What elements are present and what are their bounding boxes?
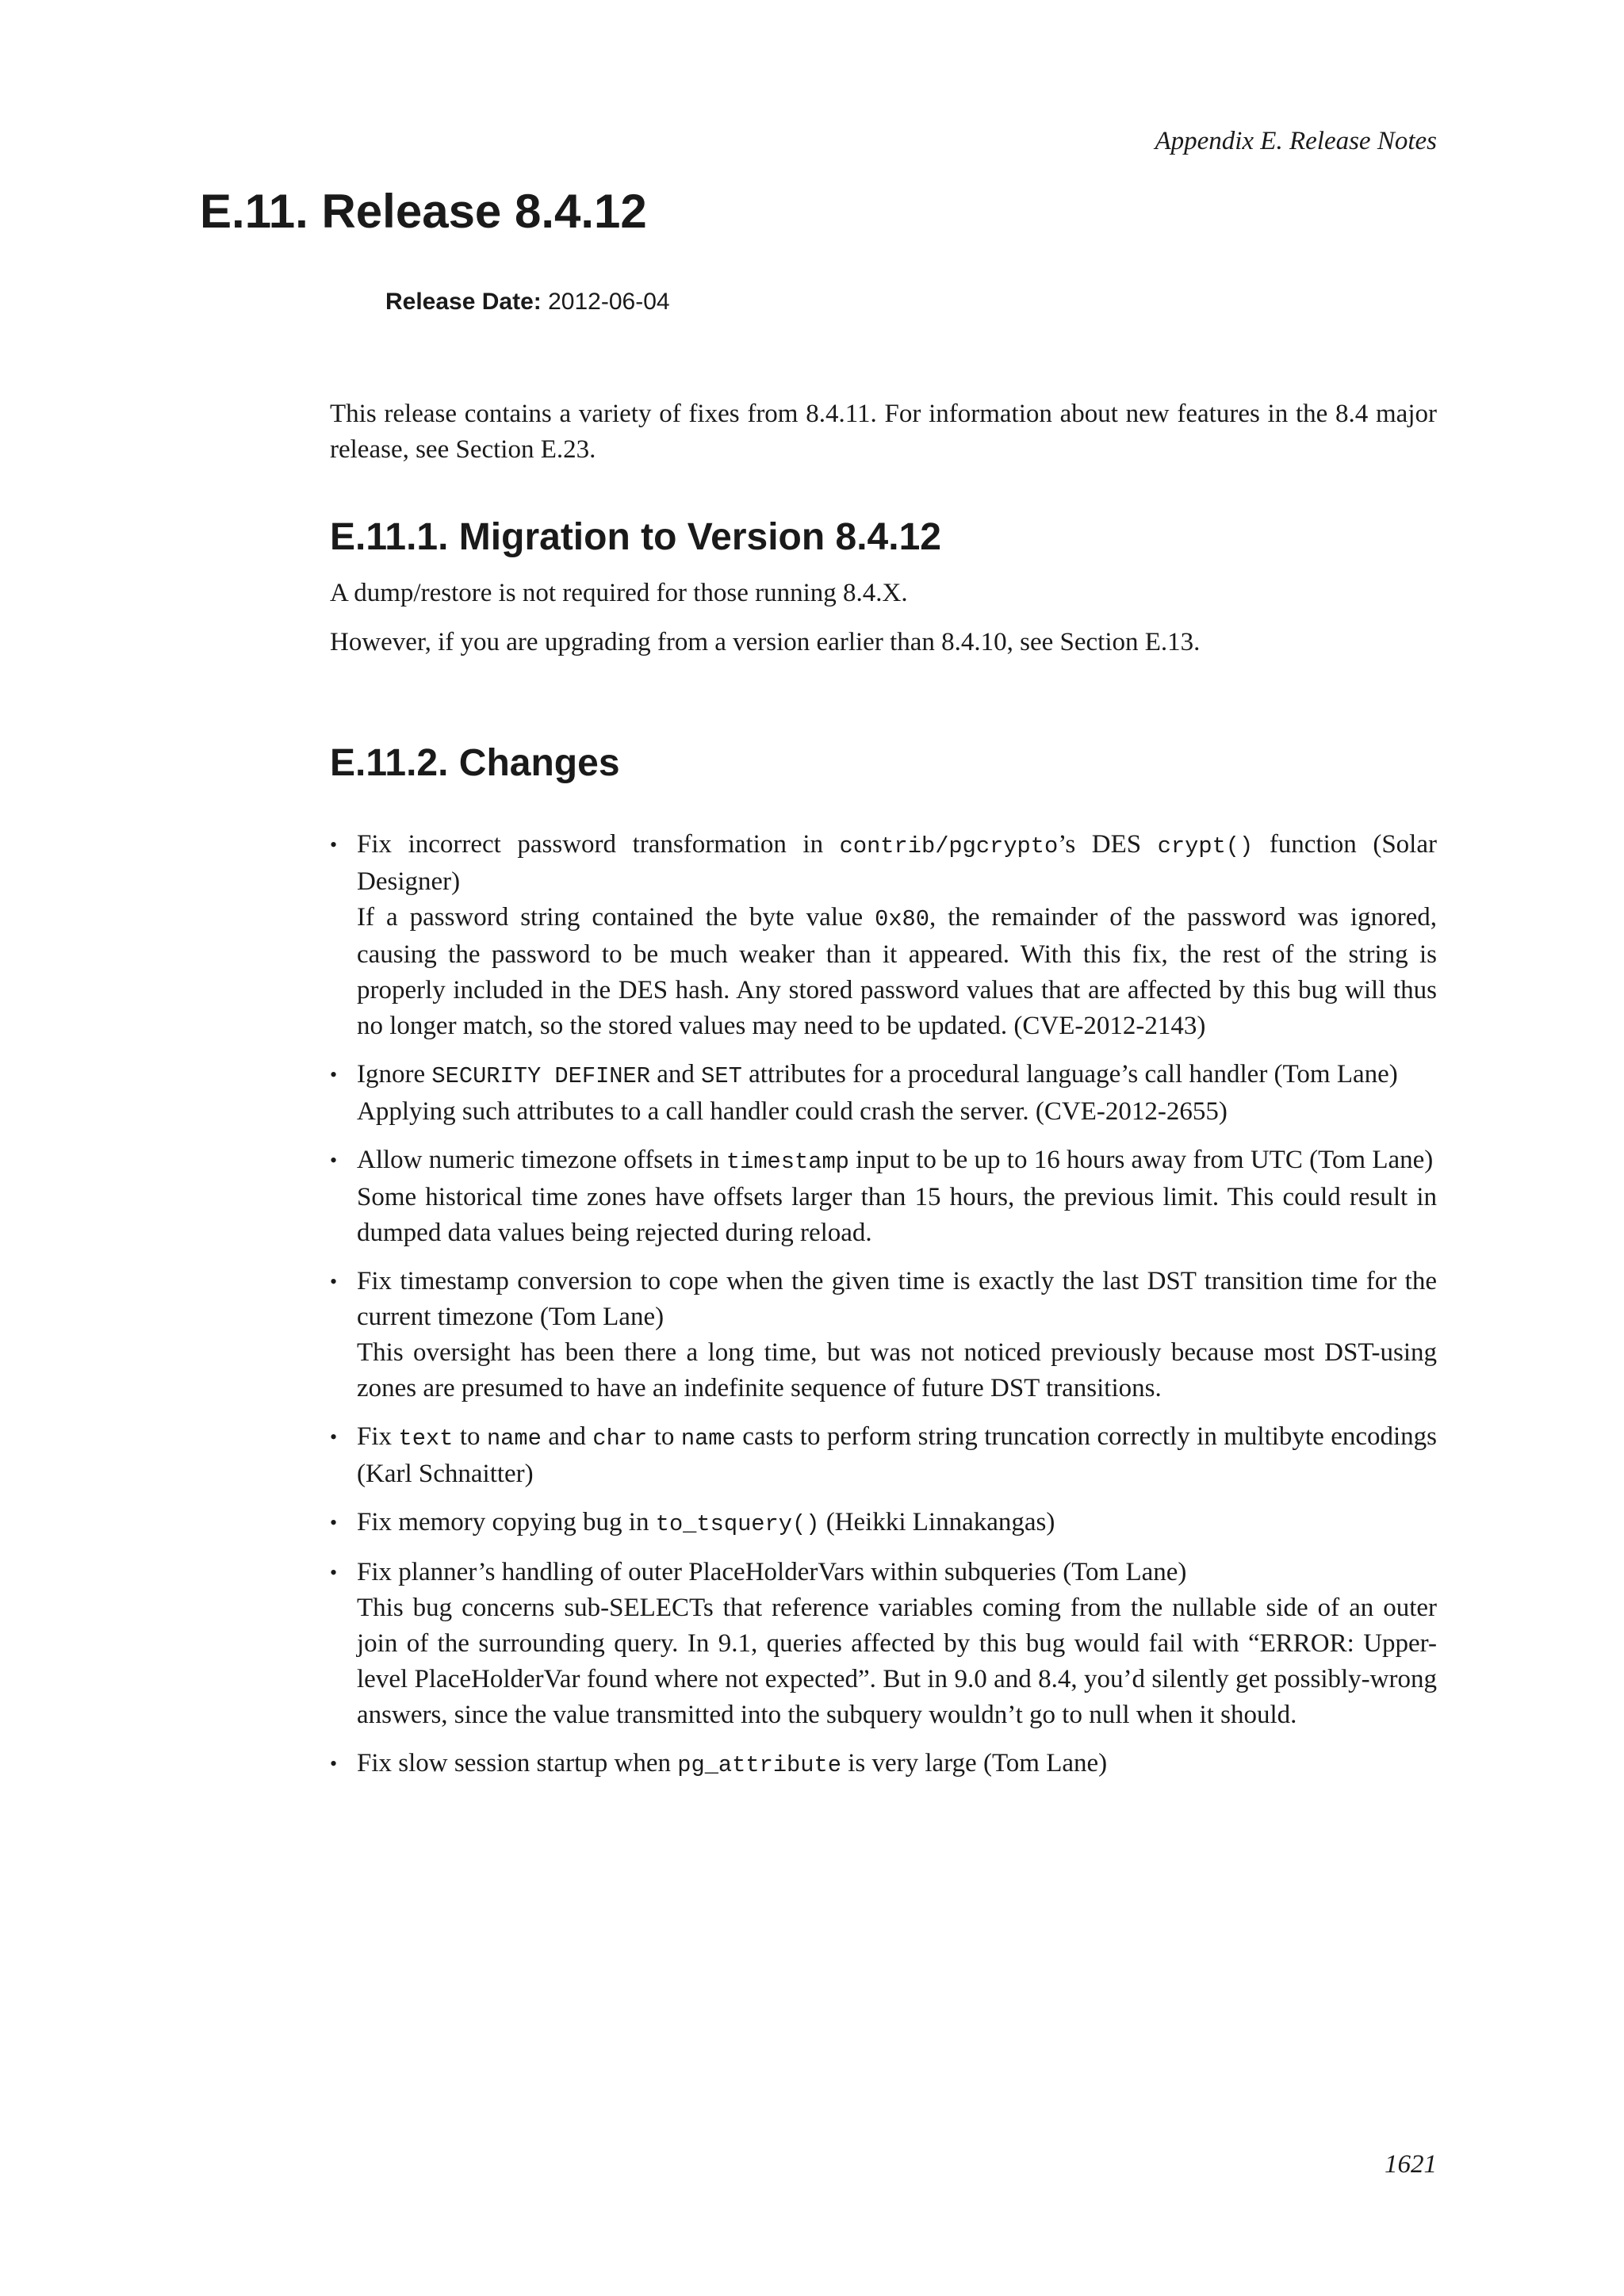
- changes-list: [330, 827, 1437, 1783]
- list-item-text: [357, 1419, 1437, 1492]
- list-item-detail: Some historical time zones have offsets larger than 15 hours, the previous limit. This could result in dumped data values being rejected during reload.: [357, 1183, 1437, 1247]
- list-item: [330, 1505, 1437, 1542]
- migration-paragraph-1: A dump/restore is not required for those running 8.4.X.: [330, 579, 908, 607]
- text-run: Fix memory copying bug in: [357, 1508, 656, 1536]
- list-item: [330, 1419, 1437, 1492]
- text-run: If a password string contained the byte value: [357, 903, 875, 932]
- list-item: [330, 1746, 1437, 1783]
- code-run: SECURITY DEFINER: [431, 1063, 650, 1089]
- release-date: [385, 289, 670, 316]
- running-header: Appendix E. Release Notes: [1155, 127, 1437, 155]
- text-run: to: [647, 1422, 681, 1451]
- text-run: attributes for a procedural language’s call handler (Tom Lane): [741, 1060, 1398, 1089]
- text-run: ’s DES: [1058, 830, 1158, 859]
- intro-paragraph: This release contains a variety of fixes from 8.4.11. For information about new features in the 8.4 major release, see Section E.23.: [330, 400, 1437, 464]
- list-item-text: [357, 1057, 1437, 1094]
- migration-paragraph-2: However, if you are upgrading from a version earlier than 8.4.10, see Section E.13.: [330, 628, 1201, 656]
- code-run: crypt(): [1157, 833, 1254, 859]
- text-run: and: [650, 1060, 702, 1089]
- list-item: [330, 1142, 1437, 1251]
- code-run: timestamp: [726, 1149, 849, 1175]
- code-run: SET: [701, 1063, 742, 1089]
- text-run: and: [541, 1422, 593, 1451]
- code-run: pg_attribute: [677, 1752, 841, 1778]
- release-date-value: 2012-06-04: [541, 289, 670, 315]
- section-heading-migration: E.11.1. Migration to Version 8.4.12: [330, 516, 941, 558]
- list-item-detail: Applying such attributes to a call handler could crash the server. (CVE-2012-2655): [357, 1097, 1228, 1126]
- page-title: E.11. Release 8.4.12: [200, 185, 647, 238]
- list-item: [330, 1555, 1437, 1733]
- release-date-label: Release Date:: [385, 289, 542, 315]
- list-item: [330, 1057, 1437, 1130]
- list-item-text: • Fix planner’s handling of outer PlaceHolderVars within subqueries (Tom Lane): [357, 1558, 1187, 1586]
- text-run: (Heikki Linnakangas): [819, 1508, 1055, 1536]
- list-item-detail: [357, 900, 1437, 1044]
- content: [330, 396, 1437, 1783]
- list-item: [330, 827, 1437, 1044]
- code-run: to_tsquery(): [655, 1511, 820, 1537]
- code-run: name: [486, 1425, 542, 1452]
- list-item-text: [357, 827, 1437, 900]
- text-run: to: [453, 1422, 487, 1451]
- text-run: function (Solar Designer): [357, 830, 1437, 896]
- list-item-text: [357, 1505, 1437, 1542]
- code-run: char: [592, 1425, 648, 1452]
- text-run: is very large (Tom Lane): [841, 1749, 1108, 1777]
- text-run: Fix: [357, 1422, 399, 1451]
- code-run: 0x80: [875, 906, 930, 932]
- text-run: Ignore: [357, 1060, 432, 1089]
- list-item-text: [357, 1746, 1437, 1783]
- text-run: casts to perform string truncation correctly in multibyte encodings (Karl Schnaitter): [357, 1422, 1437, 1488]
- code-run: name: [680, 1425, 736, 1452]
- text-run: Fix incorrect password transformation in: [357, 830, 840, 859]
- list-item-text: • Fix timestamp conversion to cope when the given time is exactly the last DST transition time for the current timezone (Tom Lane): [357, 1267, 1437, 1331]
- list-item: [330, 1264, 1437, 1406]
- section-heading-changes: E.11.2. Changes: [330, 742, 620, 784]
- page-number: 1621: [1385, 2150, 1437, 2179]
- code-run: contrib/pgcrypto: [839, 833, 1059, 859]
- text-run: input to be up to 16 hours away from UTC (Tom Lane): [848, 1146, 1434, 1174]
- list-item-detail: This bug concerns sub-SELECTs that reference variables coming from the nullable side of an outer join of the surrounding query. In 9.1, queries affected by this bug would fail with “ERROR: Upper-level PlaceHolderVar found where not expected”. But in 9.0 and 8.4, you’d silently get possibly-wrong answers, since the value transmitted into the subquery wouldn’t go to null when it should.: [357, 1594, 1437, 1729]
- text-run: Allow numeric timezone offsets in: [357, 1146, 726, 1174]
- list-item-detail: This oversight has been there a long time, but was not noticed previously because most DST-using zones are presumed to have an indefinite sequence of future DST transitions.: [357, 1338, 1437, 1402]
- list-item-text: [357, 1142, 1437, 1180]
- text-run: Fix slow session startup when: [357, 1749, 678, 1777]
- code-run: text: [398, 1425, 454, 1452]
- text-run: , the remainder of the password was ignored, causing the password to be much weaker than it appeared. With this fix, the rest of the string is properly included in the DES hash. Any stored password values that are affected by this bug will thus no longer match, so the stored values may need to be updated. (CVE-2012-2143): [357, 903, 1437, 1040]
